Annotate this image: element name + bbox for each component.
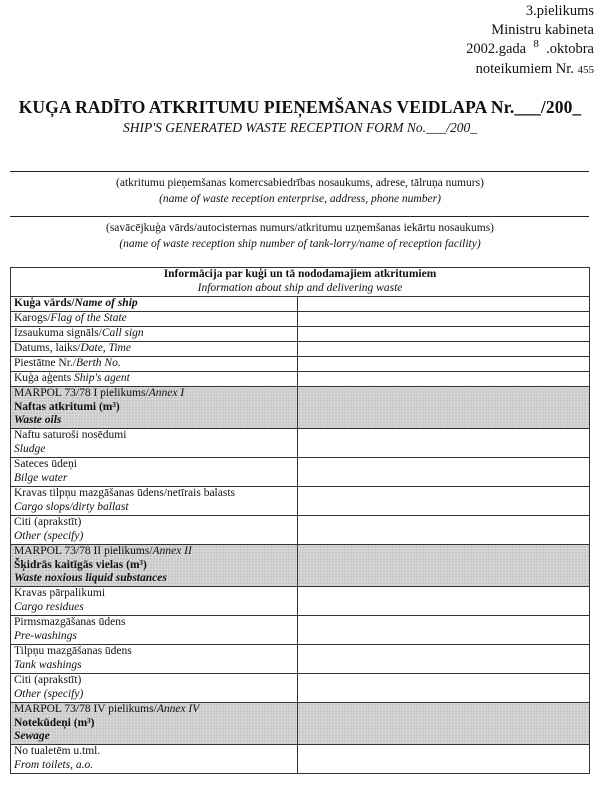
- ship-facility-input-line[interactable]: [10, 216, 589, 217]
- table-row: Kuģa aģents Ship's agent: [11, 372, 590, 387]
- table-row: Kravas pārpalikumi Cargo residues: [11, 587, 590, 616]
- enterprise-input-line[interactable]: [10, 171, 589, 172]
- waste-info-table: [10, 267, 590, 774]
- issuer: Ministru kabineta: [491, 22, 594, 38]
- ship-facility-caption: (savācējkuģa vārds/autocisternas numurs/atkritumu uzņemšanas iekārtu nosaukums) (name of waste reception ship number of tank-lorry/name of reception facility): [105, 222, 494, 250]
- table-row: Kravas tilpņu mazgāšanas ūdens/netīrais balasts Cargo slops/dirty ballast: [11, 487, 590, 516]
- value-cell[interactable]: [298, 487, 590, 516]
- form-subtitle: SHIP'S GENERATED WASTE RECEPTION FORM No.___/200_: [123, 120, 477, 135]
- table-row: Pirmsmazgāšanas ūdens Pre-washings: [11, 616, 590, 645]
- regulation-date: 2002.gada $^8$ .oktobra: [466, 38, 594, 57]
- value-cell[interactable]: [298, 357, 590, 372]
- table-row: Citi (aprakstīt) Other (specify): [11, 674, 590, 703]
- form-title: KUĢA RADĪTO ATKRITUMU PIEŅEMŠANAS VEIDLAPA Nr.___/200_: [18, 97, 582, 117]
- value-cell[interactable]: [298, 458, 590, 487]
- annex-iv-header-row: MARPOL 73/78 IV pielikums/Annex IV Notekūdeņi (m³) Sewage: [11, 703, 590, 745]
- table-row: Karogs/Flag of the State: [11, 312, 590, 327]
- value-cell[interactable]: [298, 372, 590, 387]
- table-row: Izsaukuma signāls/Call sign: [11, 327, 590, 342]
- table-header-en: Information about ship and delivering waste: [197, 281, 403, 294]
- annex-i-header-row: MARPOL 73/78 I pielikums/Annex I Naftas atkritumi (m³) Waste oils: [11, 387, 590, 429]
- table-header-row: [11, 268, 590, 297]
- value-cell[interactable]: [298, 342, 590, 357]
- value-cell[interactable]: [298, 312, 590, 327]
- table-header-lv: Informācija par kuģi un tā nododamajiem atkritumiem: [163, 268, 437, 280]
- annex-ii-header-row: MARPOL 73/78 II pielikums/Annex II Šķidrās kaitīgās vielas (m³) Waste noxious liquid substances: [11, 545, 590, 587]
- value-cell[interactable]: [298, 674, 590, 703]
- value-cell[interactable]: [298, 327, 590, 342]
- value-cell[interactable]: [298, 297, 590, 312]
- value-cell[interactable]: [298, 587, 590, 616]
- table-row: Naftu saturoši nosēdumi Sludge: [11, 429, 590, 458]
- value-cell[interactable]: [298, 703, 590, 745]
- value-cell[interactable]: [298, 429, 590, 458]
- value-cell[interactable]: [298, 745, 590, 774]
- value-cell[interactable]: [298, 645, 590, 674]
- table-row: Kuģa vārds/Name of ship: [11, 297, 590, 312]
- enterprise-caption: (atkritumu pieņemšanas komercsabiedrības nosaukums, adrese, tālruņa numurs) (name of waste reception enterprise, address, phone number): [116, 177, 484, 205]
- regulation-number: noteikumiem Nr. 455: [475, 61, 594, 77]
- table-row: Piestātne Nr./Berth No.: [11, 357, 590, 372]
- table-row: Sateces ūdeņi Bilge water: [11, 458, 590, 487]
- table-row: Citi (aprakstīt) Other (specify): [11, 516, 590, 545]
- value-cell[interactable]: [298, 616, 590, 645]
- table-row: No tualetēm u.tml. From toilets, a.o.: [11, 745, 590, 774]
- value-cell[interactable]: [298, 545, 590, 587]
- appendix-note: [466, 2, 594, 80]
- table-row: Datums, laiks/Date, Time: [11, 342, 590, 357]
- value-cell[interactable]: [298, 516, 590, 545]
- value-cell[interactable]: [298, 387, 590, 429]
- appendix-number: 3.pielikums: [525, 3, 594, 19]
- table-row: Tilpņu mazgāšanas ūdens Tank washings: [11, 645, 590, 674]
